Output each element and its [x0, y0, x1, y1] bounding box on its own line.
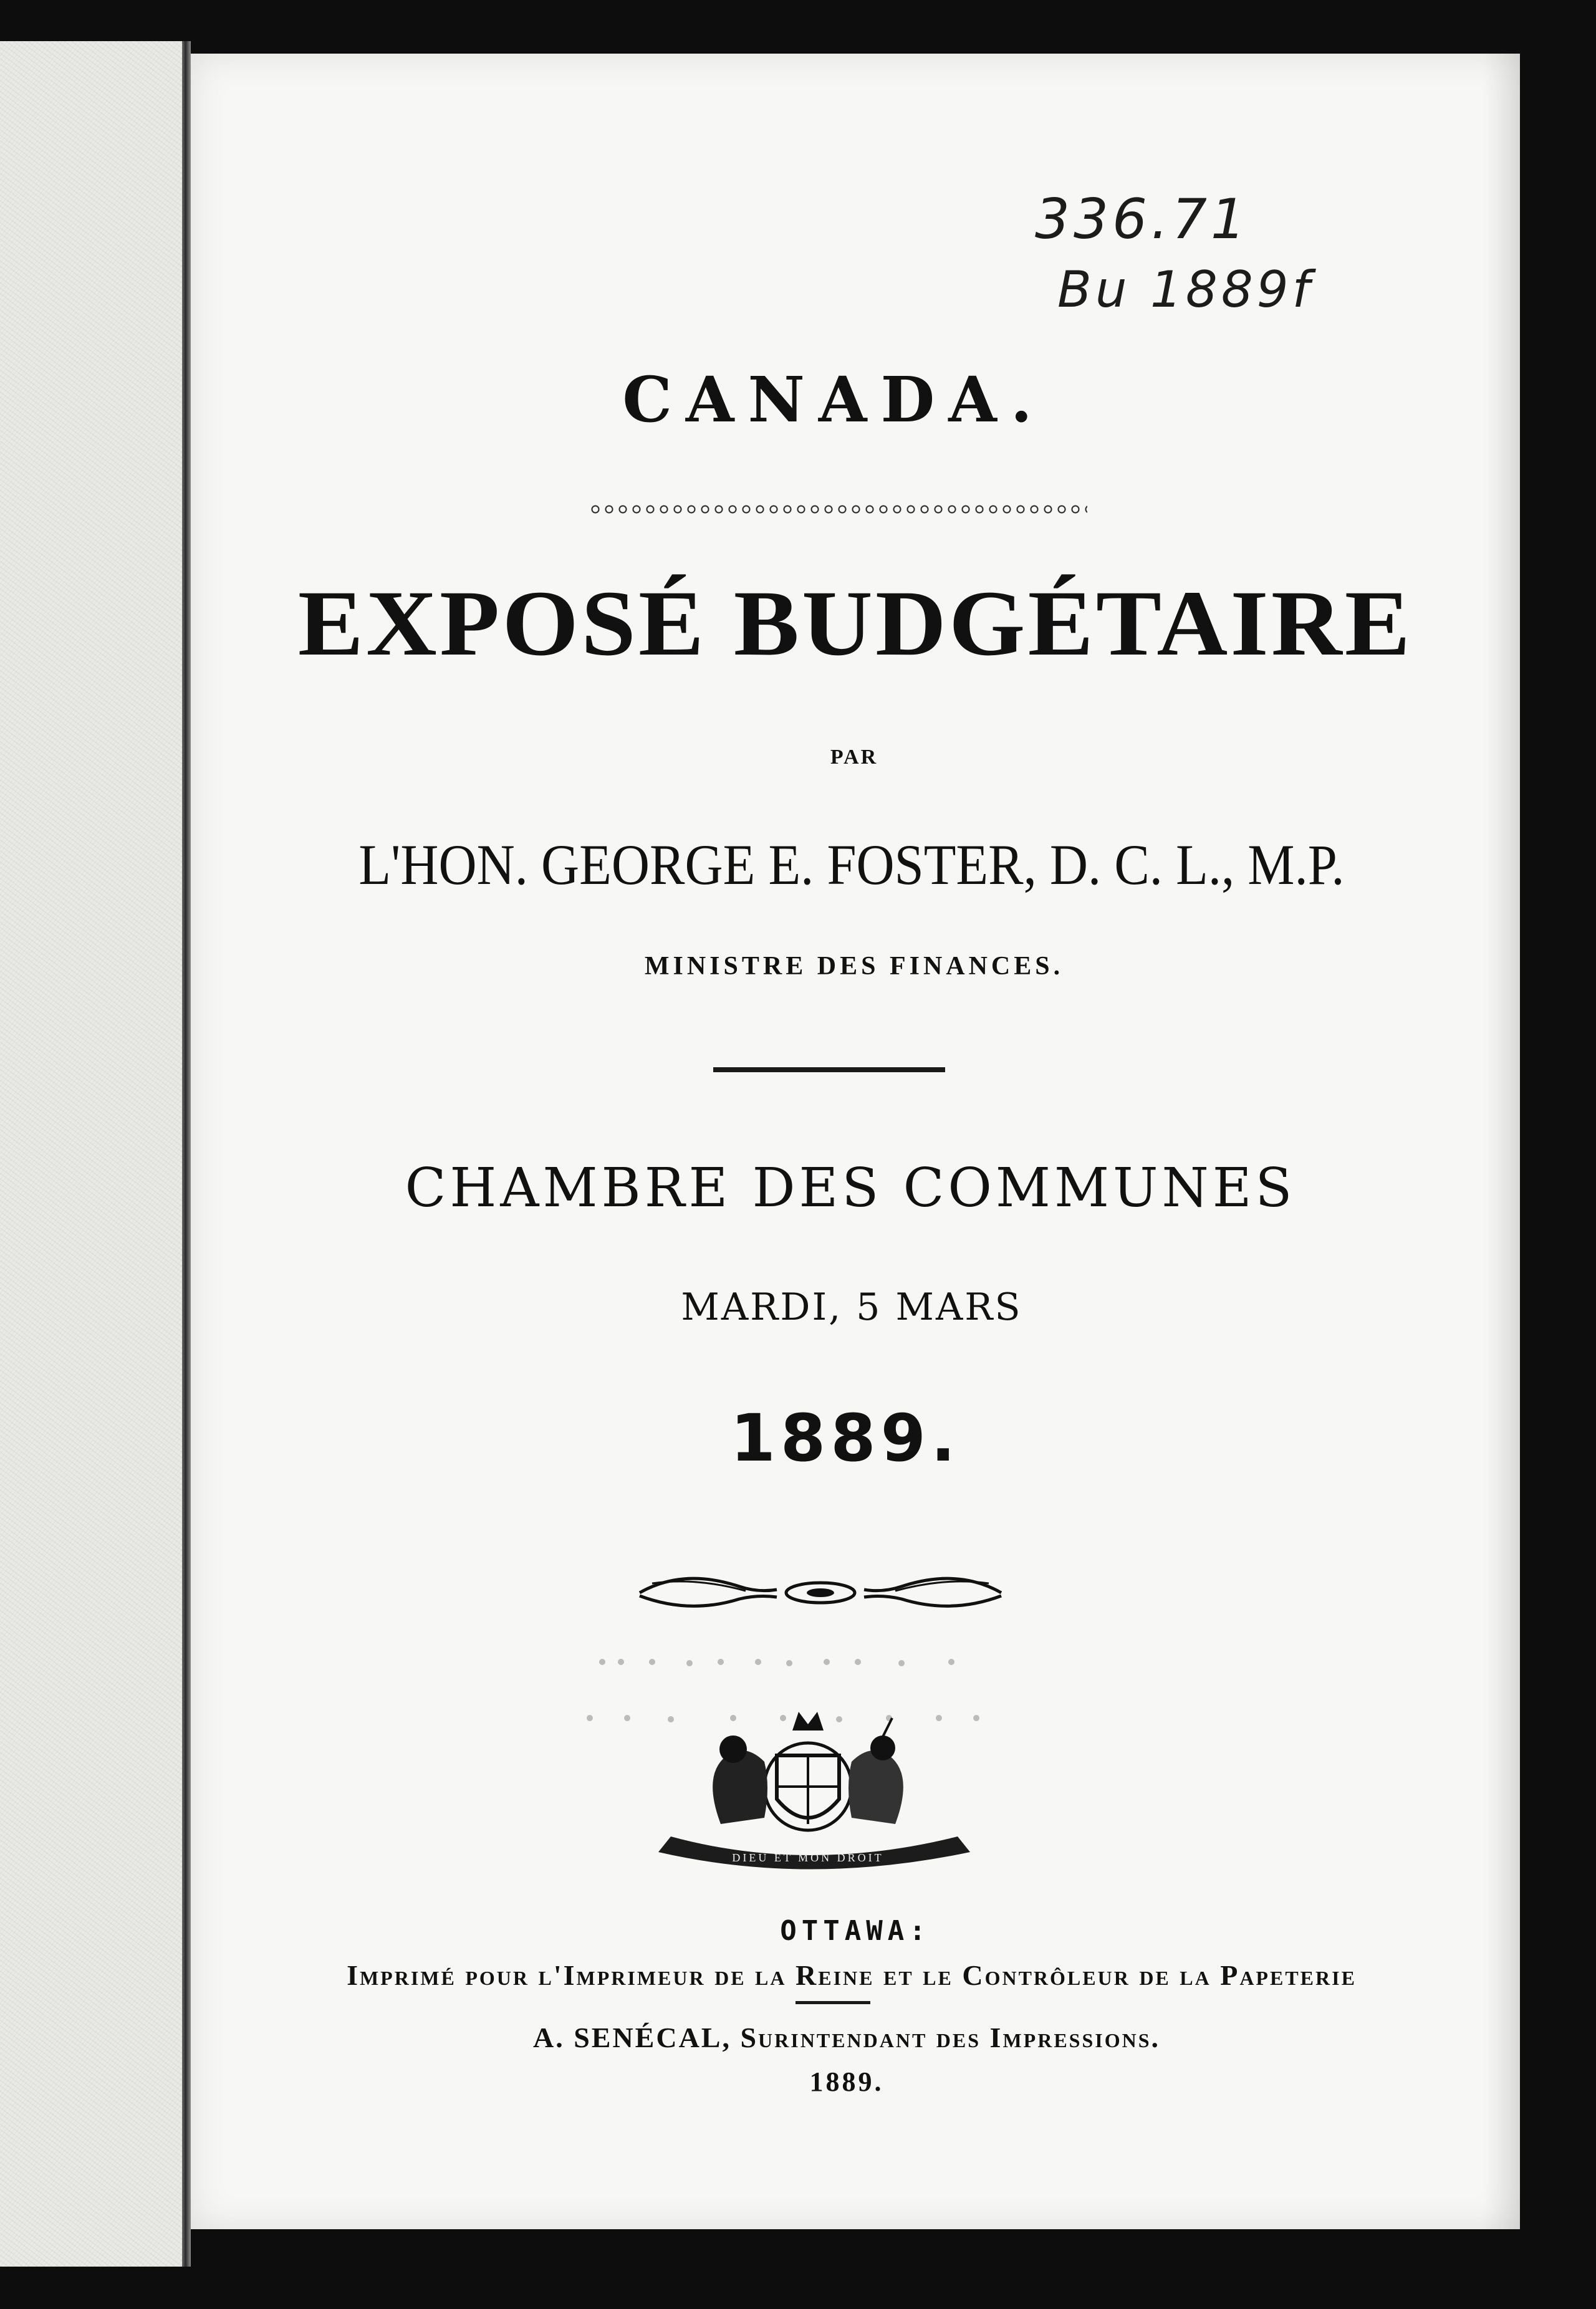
imprint-rule: [796, 2001, 870, 2004]
call-number-cutter: Bu 1889f: [1057, 261, 1314, 319]
dotted-rule: [589, 502, 1087, 516]
title-page: [191, 54, 1520, 2229]
house-name: CHAMBRE DES COMMUNES: [405, 1157, 1296, 1219]
imprint-year: 1889.: [809, 2067, 884, 2097]
decorative-ornament: [633, 1565, 1007, 1621]
document-title: EXPOSÉ BUDGÉTAIRE: [297, 572, 1413, 675]
session-year: 1889.: [730, 1400, 961, 1476]
imprint-printer-name: A. SENÉCAL, Surintendant des Impressions.: [532, 2022, 1161, 2053]
solid-rule: [713, 1067, 945, 1072]
imprint-printer-line: Imprimé pour l'Imprimeur de la Reine et le Contrôleur de la Papeterie: [347, 1959, 1357, 1991]
session-date: MARDI, 5 MARS: [681, 1285, 1022, 1329]
country-heading: CANADA.: [622, 363, 1046, 436]
motto-text: DIEU ET MON DROIT: [732, 1851, 884, 1864]
royal-coat-of-arms: [577, 1637, 1039, 1874]
author-role: MINISTRE DES FINANCES.: [644, 952, 1064, 981]
author-name: L'HON. GEORGE E. FOSTER, D. C. L., M.P.: [358, 833, 1345, 896]
by-label: PAR: [830, 746, 878, 769]
call-number-class: 336.71: [1035, 187, 1249, 251]
imprint-city: OTTAWA:: [780, 1915, 931, 1947]
binding-strip: [0, 41, 185, 2267]
